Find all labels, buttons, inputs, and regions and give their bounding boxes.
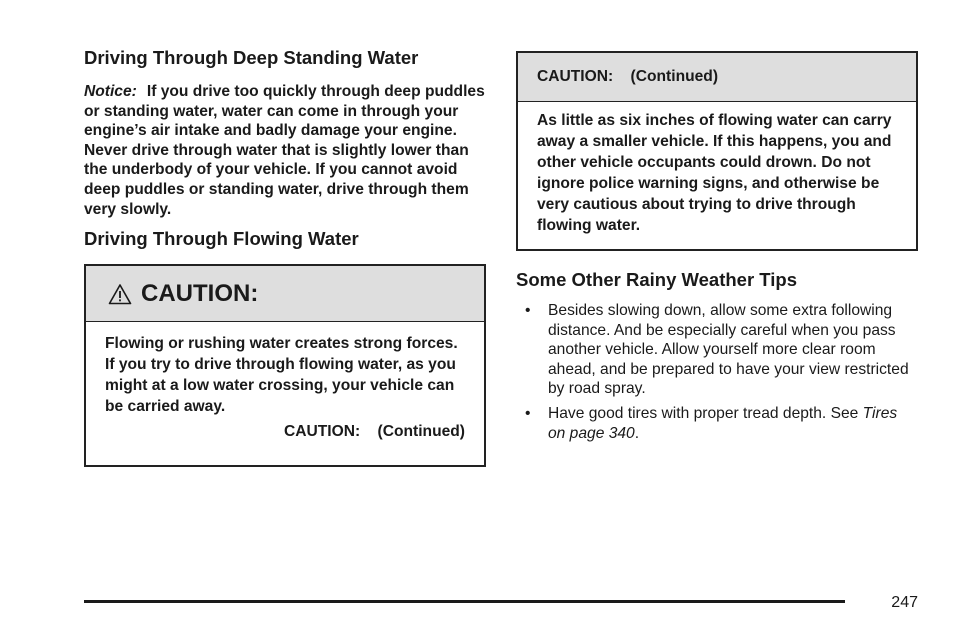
caution-title: CAUTION: [141, 279, 259, 307]
heading-flowing-water: Driving Through Flowing Water [84, 228, 359, 249]
notice-paragraph [84, 82, 486, 219]
bullet: • [525, 404, 531, 422]
warning-triangle-icon [108, 283, 132, 305]
tip-text: Have good tires with proper tread depth. See [548, 404, 863, 422]
caution-body [86, 322, 484, 441]
caution-continued-text: As little as six inches of flowing water can carry away a smaller vehicle. If this happens, you and other vehicle occupants could drown. Do not ignore police warning signs, and otherwise be very cautious about trying to drive through flowing water. [537, 112, 892, 234]
caution-text: Flowing or rushing water creates strong forces. If you try to drive through flowing water, as you might at a low water crossing, your vehicle can be carried away. [105, 335, 458, 415]
footer-rule [84, 600, 845, 603]
list-item [516, 301, 916, 399]
heading-deep-standing-water: Driving Through Deep Standing Water [84, 47, 419, 68]
caution-continued-body [518, 102, 916, 236]
caution-continued-box [516, 51, 918, 251]
caution-continued-label: CAUTION: (Continued) [283, 423, 465, 440]
bullet: • [525, 302, 531, 319]
tip-text-end: . [634, 424, 640, 442]
caution-header [86, 266, 484, 322]
tip-text: Besides slowing down, allow some extra following distance. And be especially careful when you pass another vehicle. Allow yourself more clear room ahead, and be prepared to have your view restricted by road spray. [548, 302, 909, 398]
tires-reference-link[interactable]: Tires on page 340 [548, 404, 898, 442]
notice-text: If you drive too quickly through deep puddles or standing water, water can come in through your engine’s air intake and badly damage your engine. Never drive through water that is slightly lower than the underbody of your vehicle. If you cannot avoid deep puddles or standing water, drive through them very slowly. [84, 83, 485, 218]
caution-box [84, 264, 486, 467]
caution-continued-header [518, 53, 916, 102]
list-item [516, 404, 916, 443]
heading-rainy-weather-tips: Some Other Rainy Weather Tips [516, 269, 798, 290]
tips-list [516, 301, 916, 448]
caution-continued-title: CAUTION: (Continued) [537, 68, 719, 85]
notice-label: Notice: [84, 83, 137, 100]
page-number: 247 [891, 594, 918, 611]
